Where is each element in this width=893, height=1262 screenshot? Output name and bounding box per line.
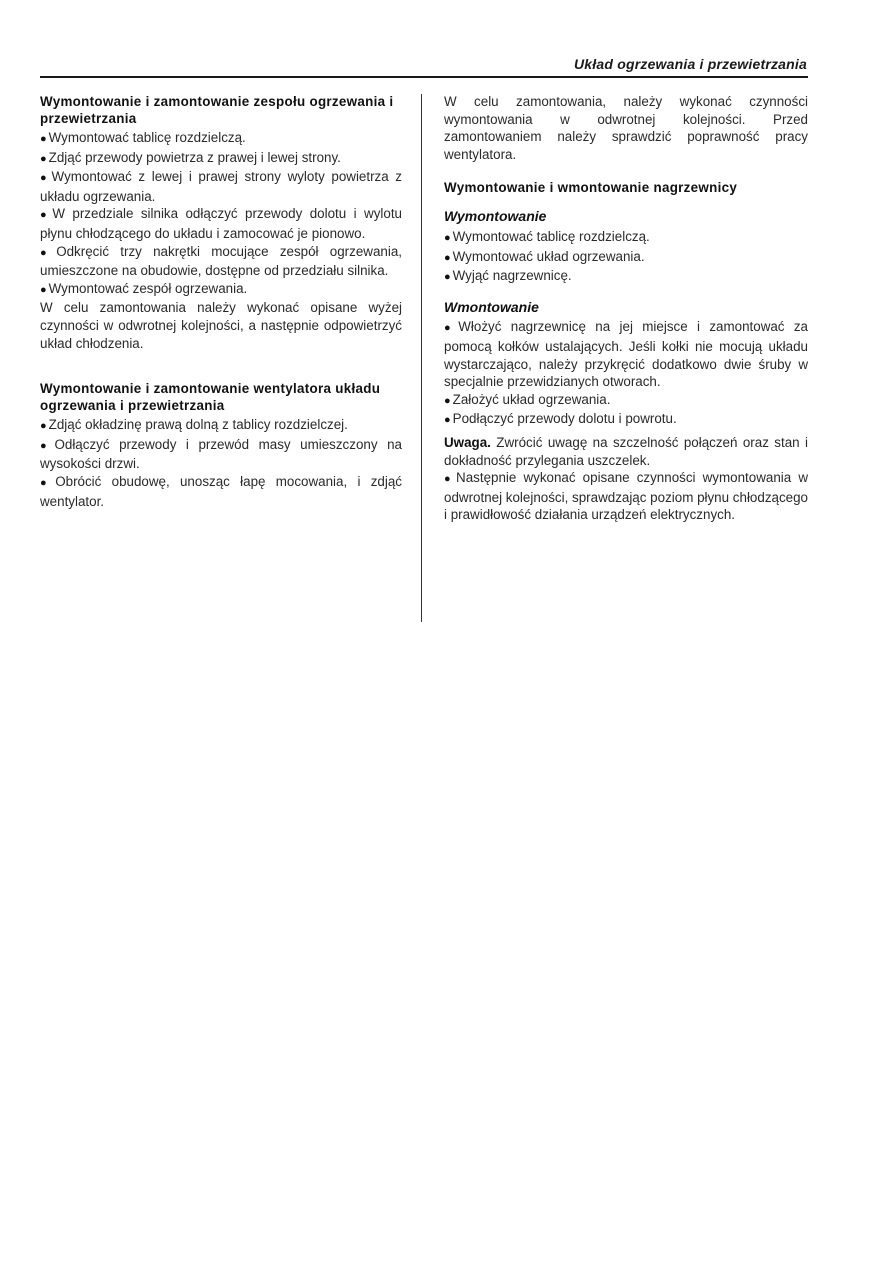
list-item: ● Obrócić obudowę, unosząc łapę mocowania, i zdjąć wentylator.	[40, 473, 402, 510]
list-item: ● Następnie wykonać opisane czynności wymontowania w odwrotnej kolejności, sprawdzając poziom płynu chłodzącego i prawidłowość działania urządzeń elektrycznych.	[444, 469, 808, 524]
list-item: ● Odłączyć przewody i przewód masy umieszczony na wysokości drzwi.	[40, 436, 402, 473]
list-item: ● W przedziale silnika odłączyć przewody dolotu i wylotu płynu chłodzącego do układu i zamocować je pionowo.	[40, 205, 402, 242]
list-item: ● Założyć układ ogrzewania.	[444, 391, 808, 411]
list-item: ● Wymontować z lewej i prawej strony wyloty powietrza z układu ogrzewania.	[40, 168, 402, 205]
section-heading: Wymontowanie i zamontowanie wentylatora układu ogrzewania i przewietrzania	[40, 381, 381, 414]
header-rule	[40, 76, 808, 78]
section-heading: Wymontowanie i zamontowanie zespołu ogrzewania i przewietrzania	[40, 94, 394, 126]
list-item: ● Odkręcić trzy nakrętki mocujące zespół ogrzewania, umieszczone na obudowie, dostępne od przedziału silnika.	[40, 243, 402, 280]
left-column	[40, 93, 402, 510]
list-item: ● Zdjąć przewody powietrza z prawej i lewej strony.	[40, 149, 402, 169]
list-item: ● Podłączyć przewody dolotu i powrotu.	[444, 410, 808, 430]
subsection-heading: Wmontowanie	[444, 298, 539, 315]
note-paragraph	[444, 434, 808, 469]
column-divider	[421, 94, 422, 622]
subsection-heading: Wymontowanie	[444, 208, 547, 225]
list-item: ● Włożyć nagrzewnicę na jej miejsce i zamontować za pomocą kołków ustalających. Jeśli kołki nie mocują układu wystarczająco, należy przykręcić dodatkowo dwie śruby w specjalnie przewidzianych otworach.	[444, 318, 808, 390]
list-item: ● Wyjąć nagrzewnicę.	[444, 267, 808, 287]
note-label: Uwaga.	[444, 434, 491, 450]
paragraph: W celu zamontowania należy wykonać opisane wyżej czynności w odwrotnej kolejności, a następnie odpowietrzyć układ chłodzenia.	[40, 300, 402, 351]
section-heading: Wymontowanie i wmontowanie nagrzewnicy	[444, 180, 738, 196]
list-item: ● Zdjąć okładzinę prawą dolną z tablicy rozdzielczej.	[40, 416, 402, 436]
right-column	[444, 93, 808, 524]
list-item: ● Wymontować zespół ogrzewania.	[40, 280, 402, 300]
list-item: ● Wymontować tablicę rozdzielczą.	[40, 129, 402, 149]
list-item: ● Wymontować tablicę rozdzielczą.	[444, 228, 808, 248]
note-text: Zwrócić uwagę na szczelność połączeń oraz stan i dokładność przylegania uszczelek.	[444, 434, 808, 468]
running-header: Układ ogrzewania i przewietrzania	[574, 56, 807, 72]
list-item: ● Wymontować układ ogrzewania.	[444, 248, 808, 268]
paragraph: W celu zamontowania, należy wykonać czynności wymontowania w odwrotnej kolejności. Przed zamontowaniem należy sprawdzić poprawność pracy wentylatora.	[444, 94, 808, 162]
